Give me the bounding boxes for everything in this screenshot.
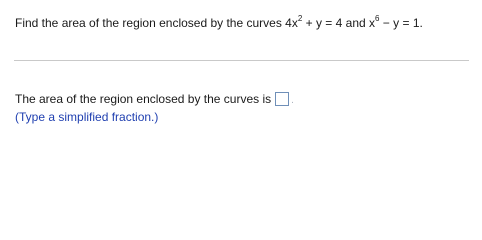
answer-line bbox=[15, 90, 294, 108]
answer-format-hint: (Type a simplified fraction.) bbox=[15, 110, 159, 124]
question-suffix: − y = 1. bbox=[379, 16, 423, 30]
question-prefix: Find the area of the region enclosed by the curves 4x bbox=[15, 16, 298, 30]
section-divider bbox=[14, 60, 469, 61]
question-middle: + y = 4 and x bbox=[302, 16, 376, 30]
exponent-6: 6 bbox=[375, 14, 380, 23]
answer-trailing-period: . bbox=[291, 95, 294, 106]
question-text bbox=[15, 14, 423, 32]
exponent-2: 2 bbox=[297, 14, 303, 23]
answer-label: The area of the region enclosed by the curves is bbox=[15, 92, 272, 106]
answer-input[interactable] bbox=[275, 92, 289, 106]
